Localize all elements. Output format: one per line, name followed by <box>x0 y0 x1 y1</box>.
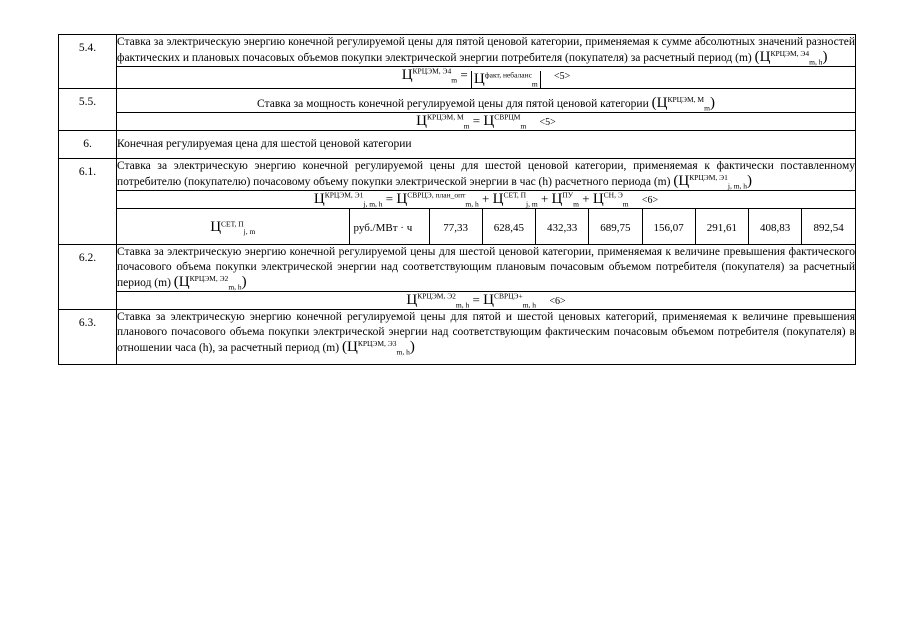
row-number: 6.1. <box>59 159 117 245</box>
tariff-document-table <box>58 34 856 365</box>
tariff-value: 408,83 <box>749 209 802 244</box>
tariff-value: 432,33 <box>536 209 589 244</box>
formula: $Ц^{КРЦЭМ, М}_m = Ц^{СВРЦМ}_m <5>$ <box>117 113 856 131</box>
table-row <box>59 131 856 159</box>
table-row <box>59 245 856 292</box>
tariff-value: 628,45 <box>482 209 535 244</box>
formula-row <box>59 67 856 89</box>
formula: $Ц^{КРЦЭМ, Э1}_{j, m, h} = Ц^{СВРЦЭ, план\_опт}_{m, h} + Ц^{СЕТ, П}_{j, m} + Ц^{ПУ}_m + Ц^{СН, Э}_m <6>$ <box>117 191 856 209</box>
row-description: Ставка за мощность конечной регулируемой цены для пятой ценовой категории $(Ц^{КРЦЭМ, М}_m)$ <box>117 89 856 113</box>
table-row <box>59 35 856 67</box>
table-row <box>59 310 856 365</box>
row-number: 5.5. <box>59 89 117 131</box>
formula: $Ц^{КРЦЭМ, Э4}_m = Ц^{факт, небаланс}_m <5>$ <box>117 67 856 89</box>
tariff-unit: руб./МВт · ч <box>349 209 429 244</box>
row-number: 5.4. <box>59 35 117 89</box>
tariff-symbol: $Ц^{СЕТ, П}_{j, m}$ <box>210 219 256 237</box>
tariff-value: 291,61 <box>695 209 748 244</box>
row-number: 6. <box>59 131 117 159</box>
row-number: 6.2. <box>59 245 117 310</box>
tariff-value: 892,54 <box>802 209 855 244</box>
row-description: Ставка за электрическую энергию конечной регулируемой цены для пятой и шестой ценовых категорий, применяемая к величине превышения планового почасового объема покупки электрической энергии над соответствующим фактическим почасовым объемом потребителя (покупателя) в отношении часа (h), за расчетный период (m) $(Ц^{КРЦЭМ, Э3}_{m, h})$ <box>117 310 856 365</box>
row-description: Ставка за электрическую энергию конечной регулируемой цены для пятой ценовой категории, применяемая к сумме абсолютных значений разностей фактических и плановых почасовых объемов покупки электрической энергии потребителя (покупателя) за расчетный период (m) $(Ц^{КРЦЭМ, Э4}_{m, h})$ <box>117 36 855 67</box>
row-description: Ставка за электрическую энергию конечной регулируемой цены для шестой ценовой категории, применяемая к величине превышения фактического почасового объема покупки электрической энергии над соответствующим плановым почасовым объемом потребителя (покупателя) за расчетный период (m) $(Ц^{КРЦЭМ, Э2}_{m, h})$ <box>117 246 855 292</box>
section-heading: Конечная регулируемая цена для шестой ценовой категории <box>117 131 856 159</box>
tariff-value: 156,07 <box>642 209 695 244</box>
tariff-values-row <box>59 209 856 245</box>
row-number: 6.3. <box>59 310 117 365</box>
table-row <box>59 89 856 113</box>
tariff-value: 77,33 <box>429 209 482 244</box>
row-description: Ставка за электрическую энергию конечной регулируемой цены для шестой ценовой категории, применяемая к фактически поставленному потребителю (покупателю) почасовому объему покупки электрической энергии в час (h) расчетного периода (m) $(Ц^{КРЦЭМ, Э1}_{j, m, h})$ <box>117 160 855 191</box>
tariff-value: 689,75 <box>589 209 642 244</box>
formula-row <box>59 113 856 131</box>
table-row <box>59 159 856 191</box>
formula-row <box>59 292 856 310</box>
formula-row <box>59 191 856 209</box>
tariff-values-table <box>117 209 855 244</box>
formula: $Ц^{КРЦЭМ, Э2}_{m, h} = Ц^{СВРЦЭ+}_{m, h} <6>$ <box>117 292 856 310</box>
